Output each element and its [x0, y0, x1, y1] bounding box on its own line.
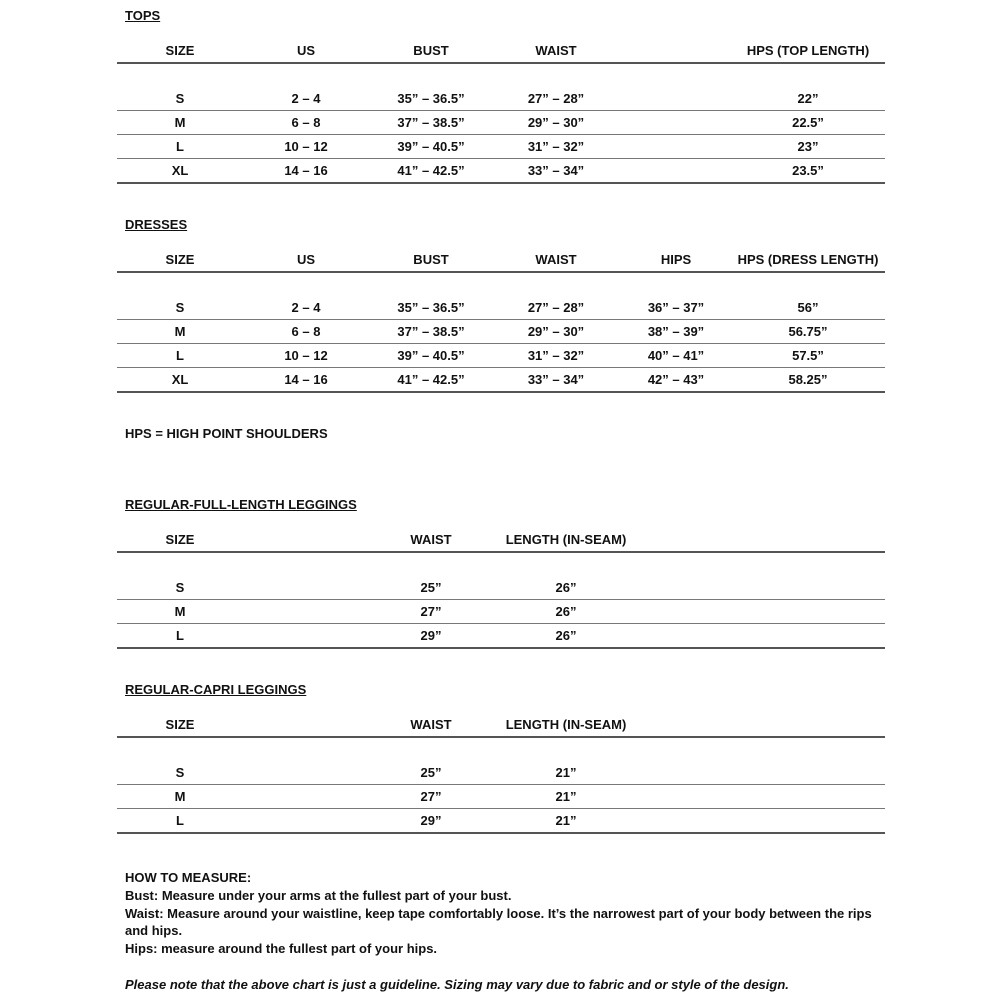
column-header: LENGTH (IN-SEAM): [505, 532, 627, 547]
column-header: US: [296, 252, 316, 267]
table-cell: XL: [171, 372, 189, 387]
dresses-bottom-divider: [117, 391, 885, 393]
table-cell: 35” – 36.5”: [397, 300, 465, 315]
table-cell: 56”: [797, 300, 819, 315]
column-header: BUST: [413, 252, 449, 267]
row-divider: [117, 623, 885, 624]
column-header: WAIST: [410, 532, 452, 547]
table-cell: S: [175, 300, 185, 315]
table-cell: 58.25”: [788, 372, 828, 387]
table-cell: L: [176, 348, 184, 363]
table-cell: 40” – 41”: [647, 348, 705, 363]
table-cell: 21”: [555, 813, 577, 828]
tops-header-divider: [117, 62, 885, 64]
table-cell: 23.5”: [792, 163, 824, 178]
table-cell: S: [175, 765, 185, 780]
bust-instruction: Bust: Measure under your arms at the fullest part of your bust.: [125, 887, 512, 903]
column-header: LENGTH (IN-SEAM): [505, 717, 627, 732]
table-cell: 23”: [797, 139, 819, 154]
row-divider: [117, 343, 885, 344]
leggings-capri-title: REGULAR-CAPRI LEGGINGS: [125, 682, 307, 697]
table-cell: 27”: [420, 789, 442, 804]
table-cell: L: [176, 139, 184, 154]
row-divider: [117, 808, 885, 809]
table-cell: 6 – 8: [291, 115, 321, 130]
leggings-full-header-divider: [117, 551, 885, 553]
table-cell: L: [176, 813, 184, 828]
table-cell: 57.5”: [792, 348, 824, 363]
table-cell: 10 – 12: [284, 139, 328, 154]
column-header: WAIST: [535, 43, 577, 58]
table-cell: S: [175, 580, 185, 595]
table-cell: 26”: [555, 580, 577, 595]
row-divider: [117, 110, 885, 111]
hps-note: HPS = HIGH POINT SHOULDERS: [125, 426, 328, 441]
row-divider: [117, 134, 885, 135]
table-cell: M: [174, 604, 186, 619]
table-cell: 35” – 36.5”: [397, 91, 465, 106]
column-header: HIPS: [660, 252, 692, 267]
table-cell: 29”: [420, 628, 442, 643]
row-divider: [117, 599, 885, 600]
leggings-capri-bottom-divider: [117, 832, 885, 834]
leggings-full-bottom-divider: [117, 647, 885, 649]
table-cell: 29”: [420, 813, 442, 828]
table-cell: 29” – 30”: [527, 115, 585, 130]
how-to-measure-heading: HOW TO MEASURE:: [125, 870, 252, 885]
table-cell: 10 – 12: [284, 348, 328, 363]
table-cell: L: [176, 628, 184, 643]
disclaimer: Please note that the above chart is just a guideline. Sizing may vary due to fabric and or style of the design.: [125, 977, 789, 992]
table-cell: 25”: [420, 765, 442, 780]
table-cell: 37” – 38.5”: [397, 324, 465, 339]
dresses-title: DRESSES: [125, 217, 188, 232]
column-header: BUST: [413, 43, 449, 58]
waist-instruction: Waist: Measure around your waistline, keep tape comfortably loose. It’s the narrowest part of your body between the rips and hips.: [125, 905, 872, 939]
table-cell: 42” – 43”: [647, 372, 705, 387]
table-cell: M: [174, 324, 186, 339]
table-cell: 27” – 28”: [527, 300, 585, 315]
table-cell: 6 – 8: [291, 324, 321, 339]
column-header: SIZE: [165, 43, 195, 58]
column-header: SIZE: [165, 717, 195, 732]
table-cell: 25”: [420, 580, 442, 595]
column-header: US: [296, 43, 316, 58]
table-cell: 22.5”: [792, 115, 824, 130]
table-cell: M: [174, 115, 186, 130]
table-cell: 38” – 39”: [647, 324, 705, 339]
table-cell: 33” – 34”: [527, 163, 585, 178]
table-cell: 27” – 28”: [527, 91, 585, 106]
row-divider: [117, 158, 885, 159]
table-cell: 21”: [555, 765, 577, 780]
hips-instruction: Hips: measure around the fullest part of your hips.: [125, 941, 438, 957]
column-header: WAIST: [410, 717, 452, 732]
table-cell: S: [175, 91, 185, 106]
column-header: SIZE: [165, 252, 195, 267]
table-cell: 39” – 40.5”: [397, 139, 465, 154]
row-divider: [117, 319, 885, 320]
table-cell: 26”: [555, 628, 577, 643]
tops-bottom-divider: [117, 182, 885, 184]
leggings-capri-header-divider: [117, 736, 885, 738]
table-cell: 37” – 38.5”: [397, 115, 465, 130]
row-divider: [117, 367, 885, 368]
table-cell: 41” – 42.5”: [397, 372, 465, 387]
table-cell: 26”: [555, 604, 577, 619]
table-cell: 14 – 16: [284, 372, 328, 387]
table-cell: 2 – 4: [291, 300, 321, 315]
table-cell: 2 – 4: [291, 91, 321, 106]
column-header: SIZE: [165, 532, 195, 547]
tops-title: TOPS: [125, 8, 161, 23]
column-header: HPS (DRESS LENGTH): [737, 252, 879, 267]
table-cell: 14 – 16: [284, 163, 328, 178]
table-cell: 31” – 32”: [527, 348, 585, 363]
table-cell: 33” – 34”: [527, 372, 585, 387]
table-cell: 41” – 42.5”: [397, 163, 465, 178]
dresses-header-divider: [117, 271, 885, 273]
column-header: HPS (TOP LENGTH): [746, 43, 870, 58]
table-cell: 56.75”: [788, 324, 828, 339]
column-header: WAIST: [535, 252, 577, 267]
table-cell: XL: [171, 163, 189, 178]
table-cell: 27”: [420, 604, 442, 619]
table-cell: M: [174, 789, 186, 804]
table-cell: 31” – 32”: [527, 139, 585, 154]
table-cell: 36” – 37”: [647, 300, 705, 315]
how-to-measure: [125, 869, 885, 958]
table-cell: 29” – 30”: [527, 324, 585, 339]
leggings-full-title: REGULAR-FULL-LENGTH LEGGINGS: [125, 497, 357, 512]
row-divider: [117, 784, 885, 785]
table-cell: 21”: [555, 789, 577, 804]
table-cell: 22”: [797, 91, 819, 106]
table-cell: 39” – 40.5”: [397, 348, 465, 363]
